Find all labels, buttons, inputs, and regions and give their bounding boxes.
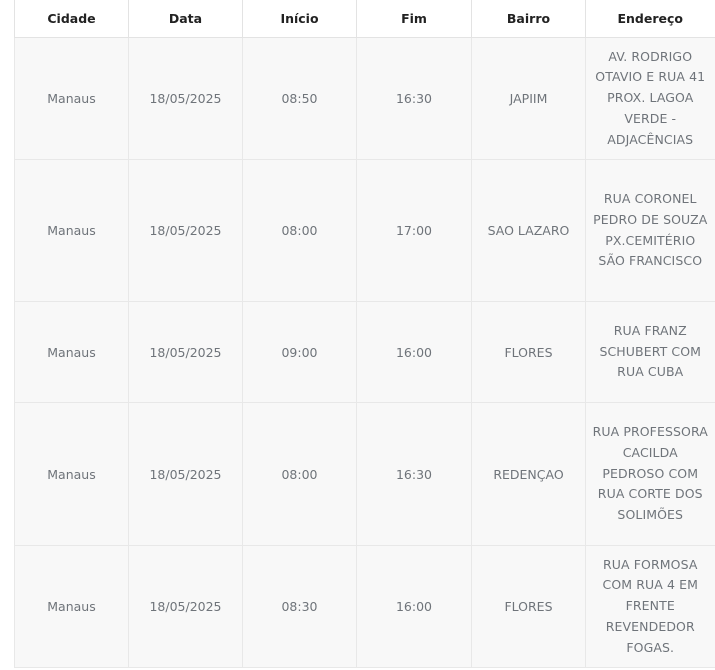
cell-data: 18/05/2025 bbox=[129, 302, 243, 403]
cell-bairro: FLORES bbox=[472, 546, 586, 668]
header-row bbox=[15, 0, 715, 38]
cell-cidade: Manaus bbox=[15, 38, 129, 160]
table-row bbox=[15, 546, 715, 668]
cell-data: 18/05/2025 bbox=[129, 160, 243, 302]
cell-fim: 16:30 bbox=[357, 38, 472, 160]
column-header-data: Data bbox=[129, 0, 243, 38]
cell-endereco: RUA FORMOSA COM RUA 4 EM FRENTE REVENDEDOR FOGAS. bbox=[586, 546, 715, 668]
cell-data: 18/05/2025 bbox=[129, 403, 243, 546]
schedule-table-container bbox=[14, 0, 708, 670]
cell-cidade: Manaus bbox=[15, 302, 129, 403]
cell-fim: 16:00 bbox=[357, 546, 472, 668]
table-row bbox=[15, 403, 715, 546]
cell-inicio: 08:50 bbox=[243, 38, 357, 160]
cell-bairro: JAPIIM bbox=[472, 38, 586, 160]
schedule-table bbox=[14, 0, 715, 668]
column-header-fim: Fim bbox=[357, 0, 472, 38]
cell-data: 18/05/2025 bbox=[129, 546, 243, 668]
cell-cidade: Manaus bbox=[15, 546, 129, 668]
table-row bbox=[15, 302, 715, 403]
cell-fim: 16:00 bbox=[357, 302, 472, 403]
cell-bairro: SAO LAZARO bbox=[472, 160, 586, 302]
cell-endereco: RUA CORONEL PEDRO DE SOUZA PX.CEMITÉRIO SÃO FRANCISCO bbox=[586, 160, 715, 302]
table-header bbox=[15, 0, 715, 38]
column-header-cidade: Cidade bbox=[15, 0, 129, 38]
cell-endereco: RUA PROFESSORA CACILDA PEDROSO COM RUA CORTE DOS SOLIMÕES bbox=[586, 403, 715, 546]
table-body bbox=[15, 38, 715, 668]
column-header-inicio: Início bbox=[243, 0, 357, 38]
cell-fim: 16:30 bbox=[357, 403, 472, 546]
cell-fim: 17:00 bbox=[357, 160, 472, 302]
cell-inicio: 08:30 bbox=[243, 546, 357, 668]
cell-bairro: FLORES bbox=[472, 302, 586, 403]
table-row bbox=[15, 38, 715, 160]
cell-inicio: 08:00 bbox=[243, 403, 357, 546]
cell-inicio: 08:00 bbox=[243, 160, 357, 302]
cell-endereco: AV. RODRIGO OTAVIO E RUA 41 PROX. LAGOA VERDE - ADJACÊNCIAS bbox=[586, 38, 715, 160]
cell-inicio: 09:00 bbox=[243, 302, 357, 403]
column-header-bairro: Bairro bbox=[472, 0, 586, 38]
cell-bairro: REDENÇAO bbox=[472, 403, 586, 546]
table-row bbox=[15, 160, 715, 302]
cell-data: 18/05/2025 bbox=[129, 38, 243, 160]
cell-cidade: Manaus bbox=[15, 160, 129, 302]
cell-endereco: RUA FRANZ SCHUBERT COM RUA CUBA bbox=[586, 302, 715, 403]
cell-cidade: Manaus bbox=[15, 403, 129, 546]
column-header-endereco: Endereço bbox=[586, 0, 715, 38]
